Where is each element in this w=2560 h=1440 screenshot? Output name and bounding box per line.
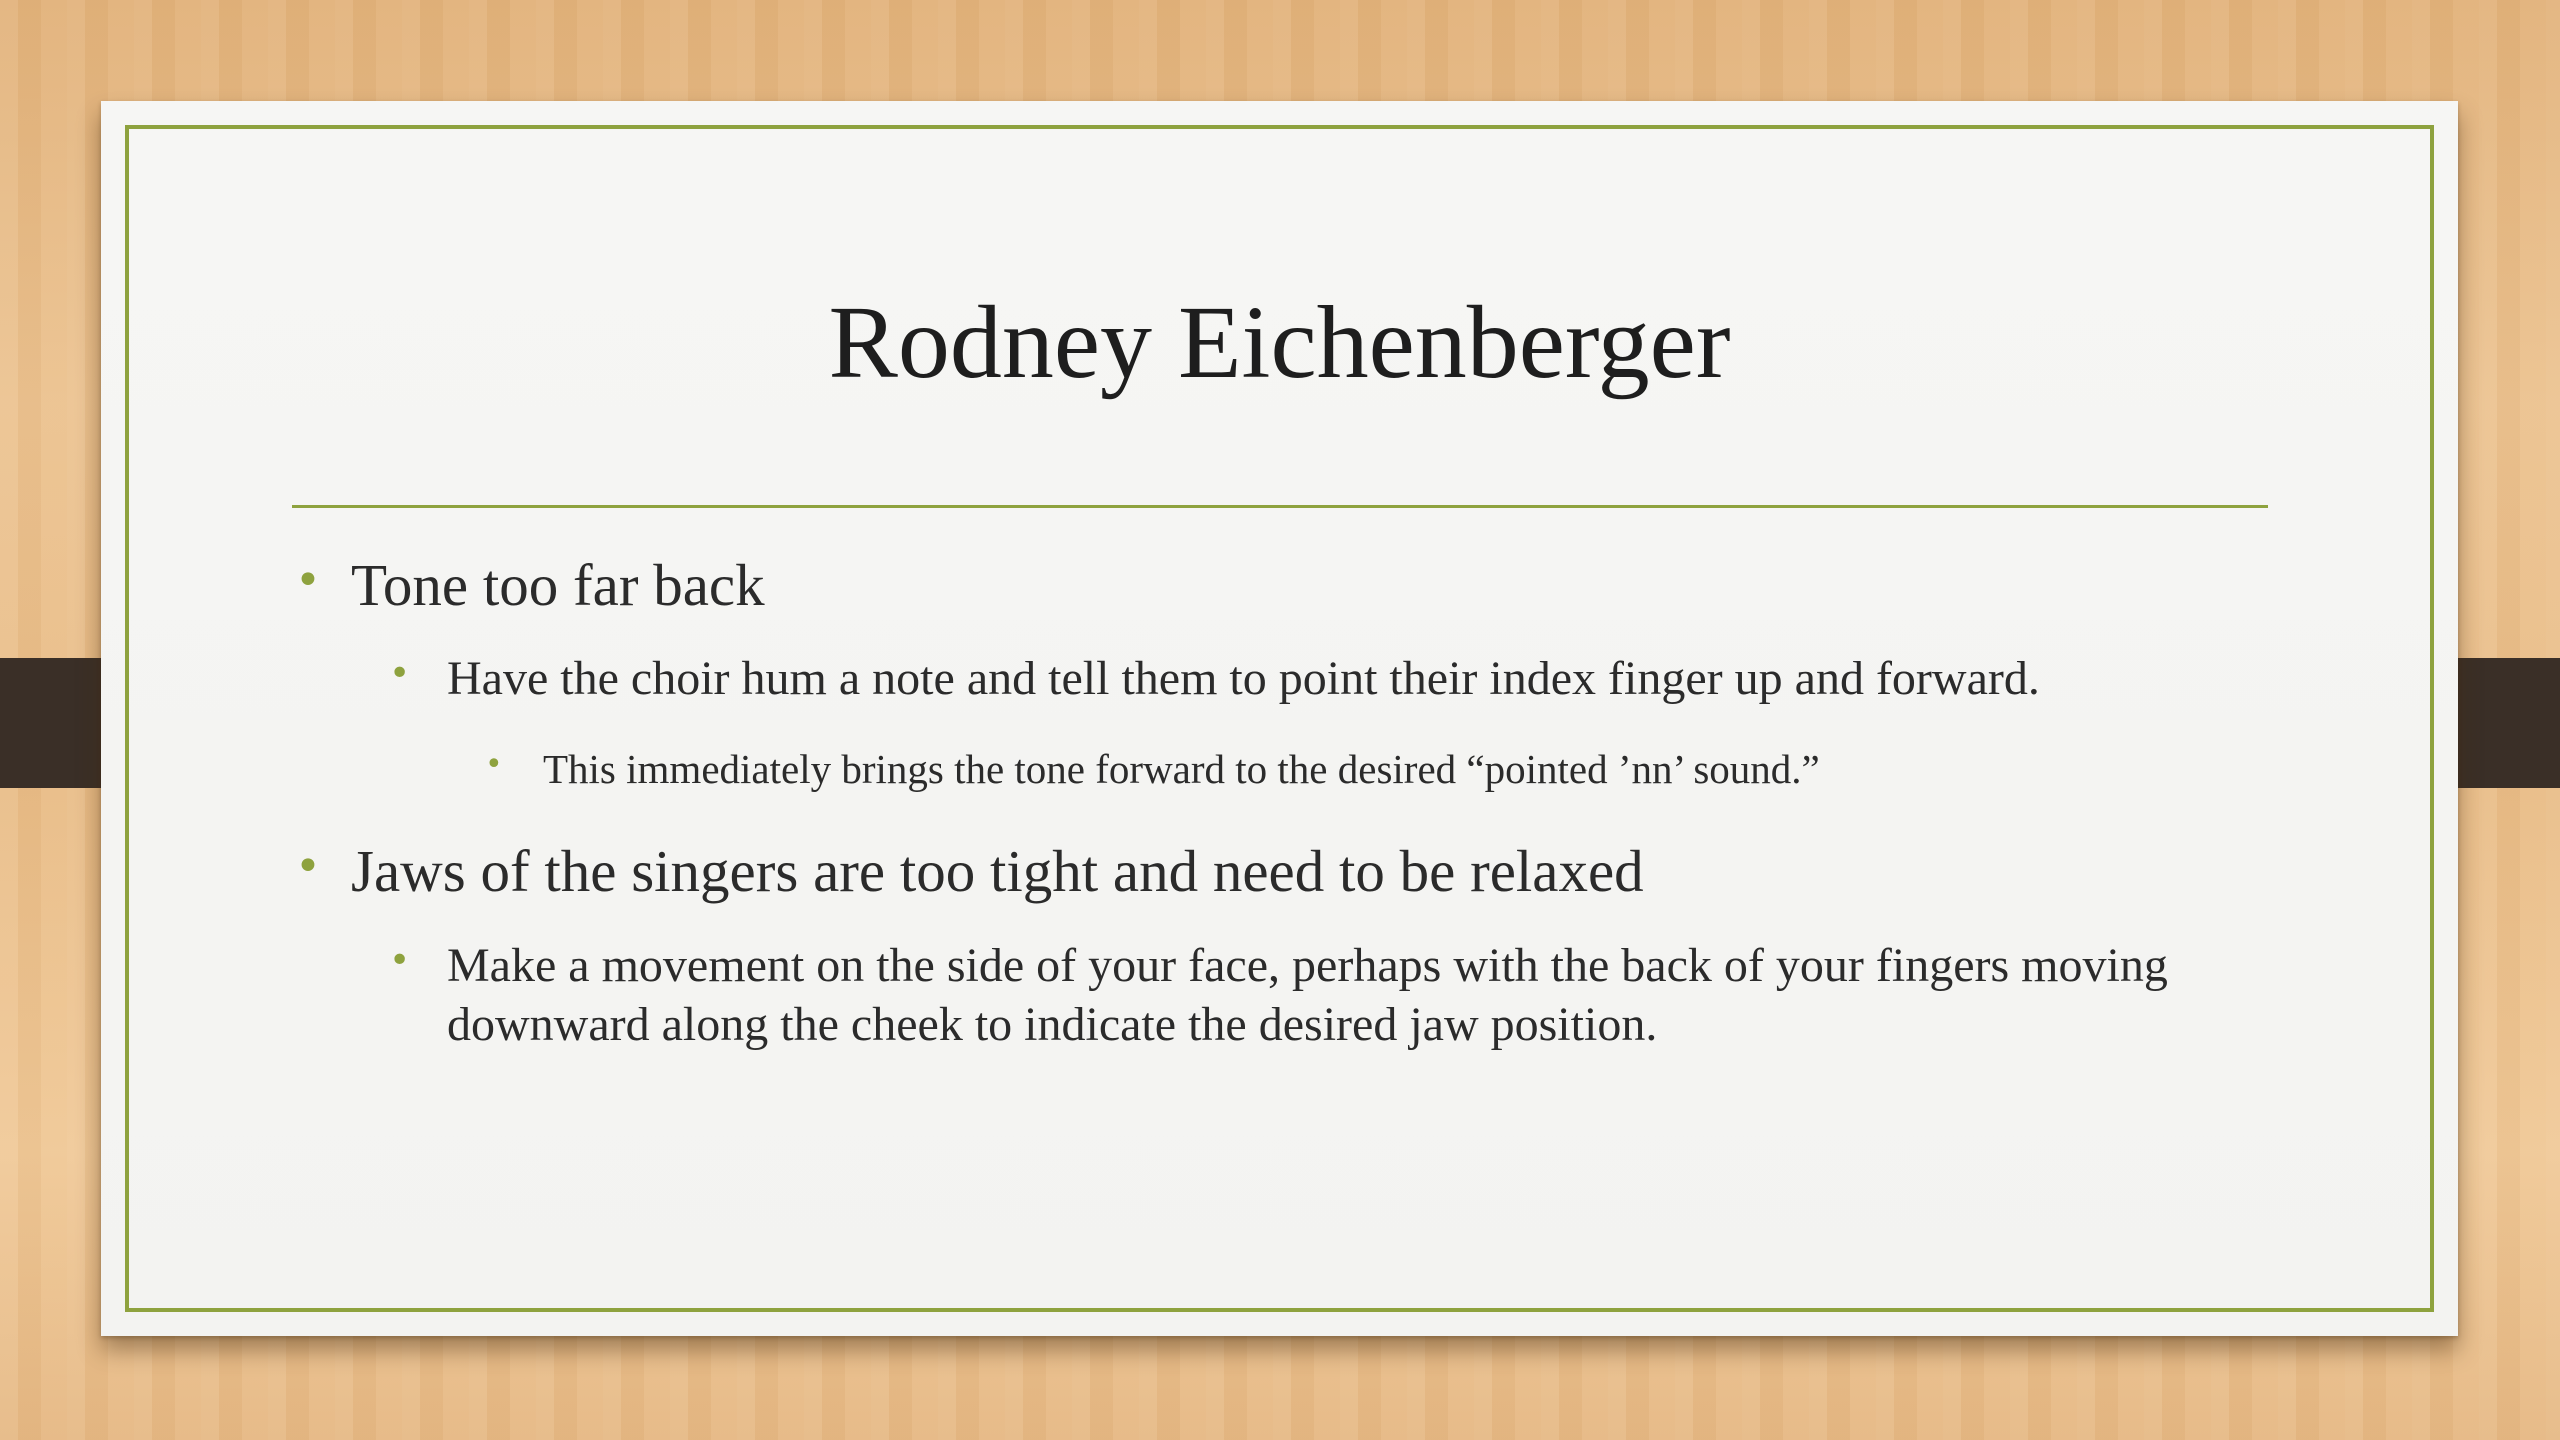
bullet-text: Make a movement on the side of your face, perhaps with the back of your fingers moving downward along the cheek to indicate the desired jaw position.	[447, 939, 2168, 1051]
bullet-item	[295, 550, 765, 622]
bullet-dot-icon: •	[389, 653, 411, 694]
bullet-text: Have the choir hum a note and tell them to point their index finger up and forward.	[447, 652, 2040, 705]
bullet-text: Tone too far back	[351, 552, 765, 618]
bullet-dot-icon: •	[485, 747, 503, 782]
title-divider	[292, 505, 2268, 508]
bullet-item	[295, 836, 1644, 908]
bullet-dot-icon: •	[295, 555, 321, 606]
bullet-text: Jaws of the singers are too tight and need to be relaxed	[351, 838, 1644, 904]
bullet-dot-icon: •	[389, 940, 411, 981]
slide-title: Rodney Eichenberger	[828, 285, 1731, 400]
bullet-item	[485, 744, 1820, 794]
bullet-dot-icon: •	[295, 841, 321, 892]
bullet-item	[389, 650, 2040, 709]
bullet-text: This immediately brings the tone forward to the desired “pointed ’nn’ sound.”	[543, 746, 1820, 792]
slide-card	[101, 101, 2458, 1336]
bullet-item	[389, 937, 2227, 1054]
